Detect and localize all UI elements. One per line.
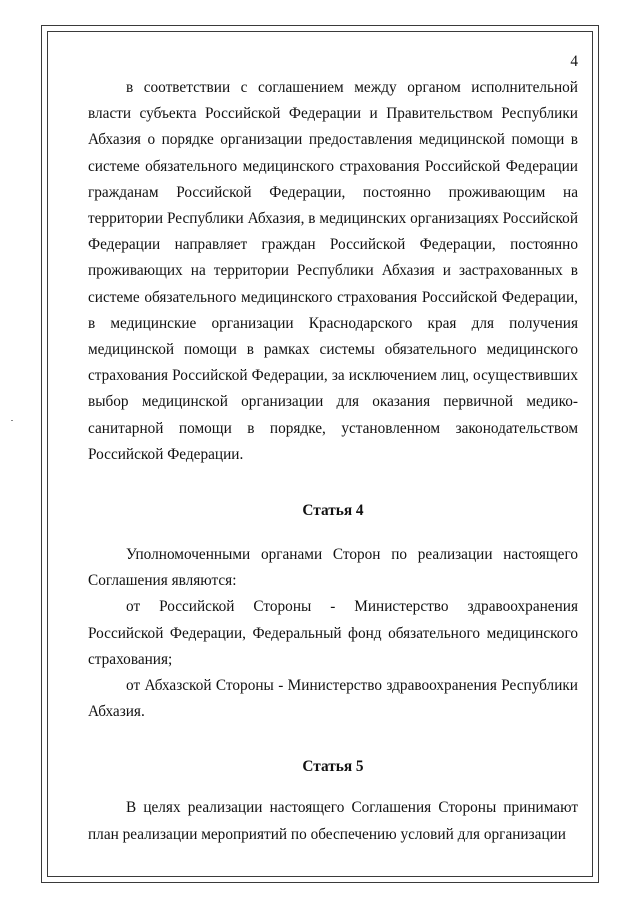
article-4-heading: Статья 4 [302, 502, 364, 520]
article-5-heading: Статья 5 [302, 758, 364, 776]
article-4-paragraph-3: от Абхазской Стороны - Министерство здравоохранения Республики Абхазия. [88, 677, 578, 721]
article-4-paragraph-1: Уполномоченными органами Сторон по реализации настоящего Соглашения являются: [88, 546, 578, 590]
paragraph: в соответствии с соглашением между органом исполнительной власти субъекта Российской Федерации и Правительством Республики Абхазия о порядке организации предоставления медицинской помощи в системе обязательного медицинского страхования Российской Федерации гражданам Российской Федерации, постоянно проживающим на территории Республики Абхазия, в медицинских организациях Российской Федерации направляет граждан Российской Федерации, постоянно проживающих на территории Республики Абхазия и застрахованных в системе обязательного медицинского страхования Российской Федерации, в медицинские организации Краснодарского края для получения медицинской помощи в рамках системы обязательного медицинского страхования Российской Федерации, за исключением лиц, осуществивших выбор медицинской организации для оказания первичной медико-санитарной помощи в порядке, установленном законодательством Российской Федерации. [88, 79, 578, 463]
scan-mark [11, 420, 13, 421]
page-number: 4 [570, 53, 578, 70]
document-body [88, 53, 578, 848]
article-4-paragraph-2: от Российской Стороны - Министерство здравоохранения Российской Федерации, Федеральный фонд обязательного медицинского страхования; [88, 598, 578, 668]
article-5-paragraph-1: В целях реализации настоящего Соглашения Стороны принимают план реализации мероприятий по обеспечению условий для организации [88, 799, 578, 843]
